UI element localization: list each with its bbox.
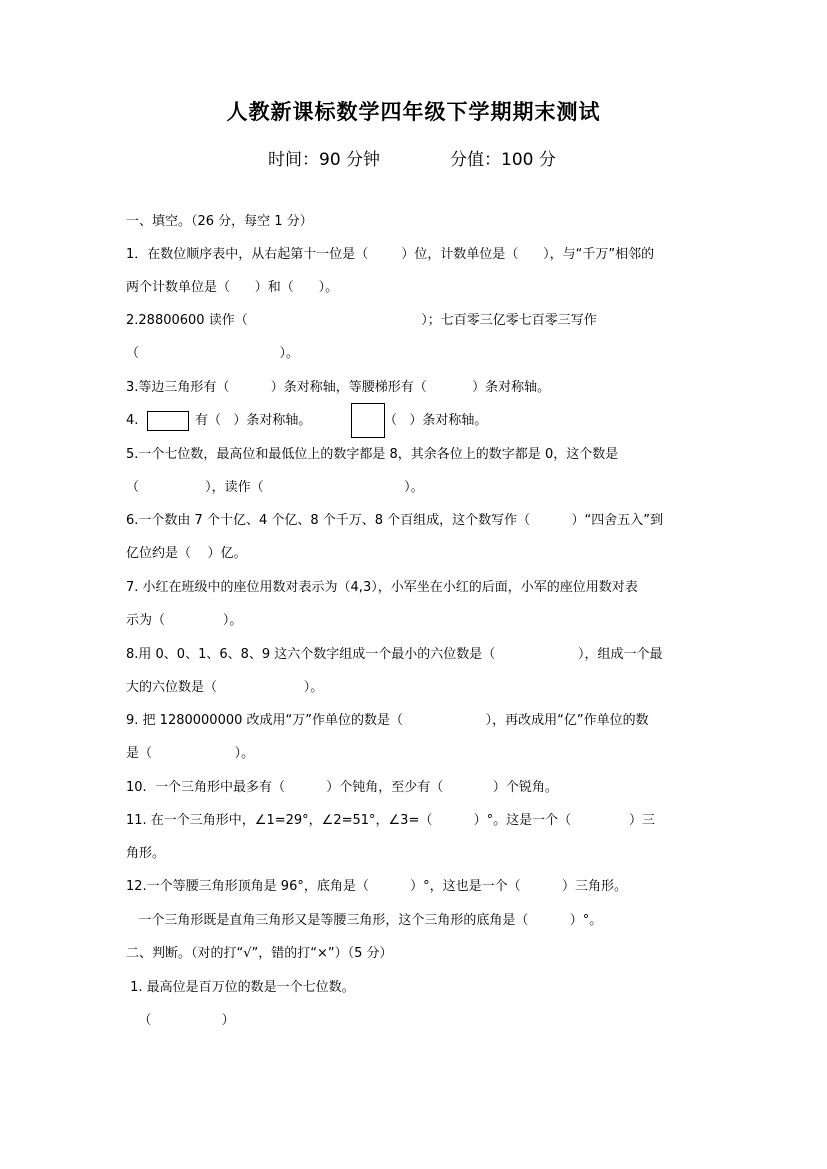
question-6-line-1: 6.一个数由 7 个十亿、4 个亿、8 个千万、8 个百组成，这个数写作（ ）“四舍五入”到 — [126, 513, 663, 528]
question-4-part-b: （ ）条对称轴。 — [384, 413, 488, 428]
page-title: 人教新课标数学四年级下学期期末测试 — [226, 100, 601, 124]
question-5-line-2: （ ），读作（ ）。 — [126, 480, 424, 495]
question-2-line-1: 2.28800600 读作（ ）；七百零三亿零七百零三写作 — [126, 313, 597, 328]
question-6-line-2: 亿位约是（ ）亿。 — [126, 546, 247, 561]
question-1-line-2: 两个计数单位是（ ）和（ ）。 — [126, 280, 339, 295]
question-5-line-1: 5.一个七位数，最高位和最低位上的数字都是 8，其余各位上的数字都是 0，这个数是 — [126, 447, 619, 462]
section-heading-judge: 二、判断。（对的打“√”，错的打“×”）（5 分） — [126, 946, 393, 961]
question-7-line-1: 7. 小红在班级中的座位用数对表示为（4,3），小军坐在小红的后面，小军的座位用数对表 — [126, 580, 638, 595]
question-8-line-2: 大的六位数是（ ）。 — [126, 680, 324, 695]
question-9-line-1: 9. 把 1280000000 改成用“万”作单位的数是（ ），再改成用“亿”作单位的数 — [126, 713, 649, 728]
question-12-line-1: 12.一个等腰三角形顶角是 96°，底角是（ ）°，这也是一个（ ）三角形。 — [126, 879, 627, 894]
section-heading-fill: 一、填空。（26 分，每空 1 分） — [126, 214, 313, 229]
question-7-line-2: 示为（ ）。 — [126, 613, 243, 628]
question-9-line-2: 是（ ）。 — [126, 746, 255, 761]
question-12-line-2: 一个三角形既是直角三角形又是等腰三角形，这个三角形的底角是（ ）°。 — [126, 913, 603, 928]
score-label: 分值：100 分 — [450, 150, 556, 170]
question-4-part-a: 有（ ）条对称轴。 — [195, 413, 312, 428]
square-shape — [351, 403, 385, 438]
rectangle-shape — [147, 411, 189, 431]
question-1-line-1: 1．在数位顺序表中，从右起第十一位是（ ）位，计数单位是（ ），与“千万”相邻的 — [126, 247, 655, 262]
question-2-line-2: （ ）。 — [126, 346, 299, 361]
time-label: 时间：90 分钟 — [268, 150, 381, 170]
question-4-number: 4. — [126, 413, 139, 428]
question-8-line-1: 8.用 0、0、1、6、8、9 这六个数字组成一个最小的六位数是（ ），组成一个最 — [126, 647, 663, 662]
judge-question-1: 1. 最高位是百万位的数是一个七位数。 — [126, 980, 355, 995]
judge-answer-blank: （ ） — [126, 1013, 235, 1028]
question-11-line-2: 角形。 — [126, 846, 166, 861]
question-11-line-1: 11. 在一个三角形中，∠1=29°，∠2=51°，∠3=（ ）°。这是一个（ ）三 — [126, 813, 656, 828]
question-10: 10. 一个三角形中最多有（ ）个钝角，至少有（ ）个锐角。 — [126, 780, 558, 795]
question-3: 3.等边三角形有（ ）条对称轴，等腰梯形有（ ）条对称轴。 — [126, 380, 551, 395]
